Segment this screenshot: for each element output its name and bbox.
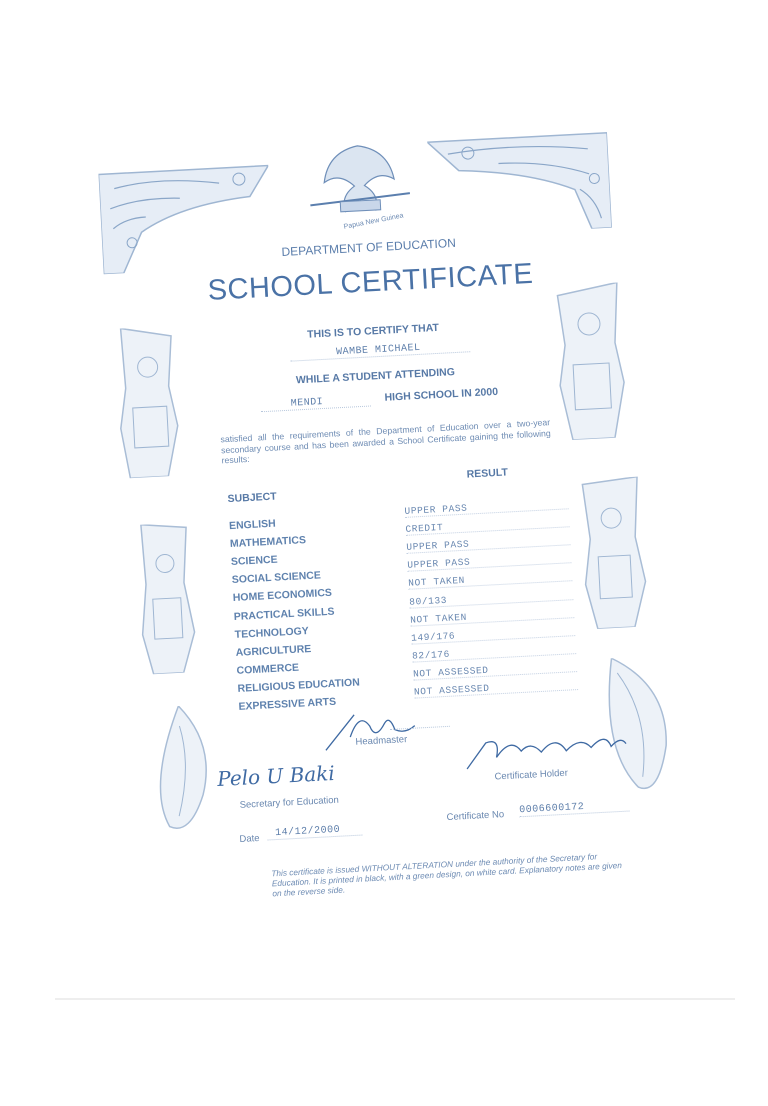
subject-name: TECHNOLOGY (234, 624, 310, 641)
scan-edge-line (55, 998, 735, 1000)
subject-name: AGRICULTURE (235, 642, 312, 659)
totem-ornament-left-middle-icon (131, 522, 204, 675)
headmaster-label: Headmaster (355, 734, 408, 748)
statement-paragraph: satisfied all the requirements of the Department of Education over a two-year secondary course and has been awarded a School Certificate gaining the following results: (220, 417, 551, 466)
holder-label: Certificate Holder (494, 767, 569, 783)
certificate-no-label: Certificate No (446, 809, 505, 824)
date-label: Date (239, 832, 260, 845)
department-heading: DEPARTMENT OF EDUCATION (281, 235, 457, 259)
subject-name: SOCIAL SCIENCE (231, 569, 322, 587)
corner-ornament-right-icon (427, 128, 612, 237)
leaf-ornament-left-bottom-icon (143, 704, 220, 837)
subject-result: CREDIT (405, 515, 569, 536)
attending-line: WHILE A STUDENT ATTENDING (295, 366, 456, 387)
secretary-label: Secretary for Education (239, 794, 340, 811)
totem-ornament-right-middle-icon (572, 476, 655, 630)
subject-name: HOME ECONOMICS (232, 587, 333, 605)
result-header: RESULT (466, 466, 509, 481)
certify-line: THIS IS TO CERTIFY THAT (306, 321, 440, 341)
subject-name: COMMERCE (236, 661, 300, 677)
subject-name: MATHEMATICS (229, 534, 307, 551)
subject-result: NOT ASSESSED (413, 660, 577, 681)
school-name: MENDI (261, 395, 371, 413)
subject-result: 82/176 (412, 642, 576, 663)
subject-name: PRACTICAL SKILLS (233, 605, 335, 623)
subject-header: SUBJECT (227, 490, 277, 506)
student-name: WAMBE MICHAEL (290, 340, 470, 361)
subject-name: RELIGIOUS EDUCATION (237, 676, 361, 695)
subject-result: UPPER PASS (404, 497, 568, 518)
subject-result: 149/176 (411, 624, 575, 645)
emblem-caption: Papua New Guinea (343, 212, 405, 231)
footnote: This certificate is issued WITHOUT ALTERATION under the authority of the Secretary for Education. It is printed in black, with a green design, on white card. Explanatory notes are given on the reverse side. (271, 851, 623, 899)
subject-name: EXPRESSIVE ARTS (238, 695, 337, 713)
subject-result: 80/133 (409, 588, 573, 609)
subject-name: SCIENCE (230, 553, 278, 569)
subject-result: UPPER PASS (406, 533, 570, 554)
school-suffix: HIGH SCHOOL IN 2000 (384, 385, 499, 404)
certificate-number: 0006600172 (519, 800, 629, 818)
date-value: 14/12/2000 (267, 824, 362, 841)
secretary-signature: Pelo U Baki (216, 760, 336, 792)
subject-result: UPPER PASS (407, 552, 571, 573)
subject-result: NOT TAKEN (408, 570, 572, 591)
subject-result: NOT ASSESSED (414, 678, 578, 699)
subject-result: NOT TAKEN (410, 606, 574, 627)
subject-name: ENGLISH (228, 517, 276, 533)
certificate-title: SCHOOL CERTIFICATE (206, 257, 535, 307)
